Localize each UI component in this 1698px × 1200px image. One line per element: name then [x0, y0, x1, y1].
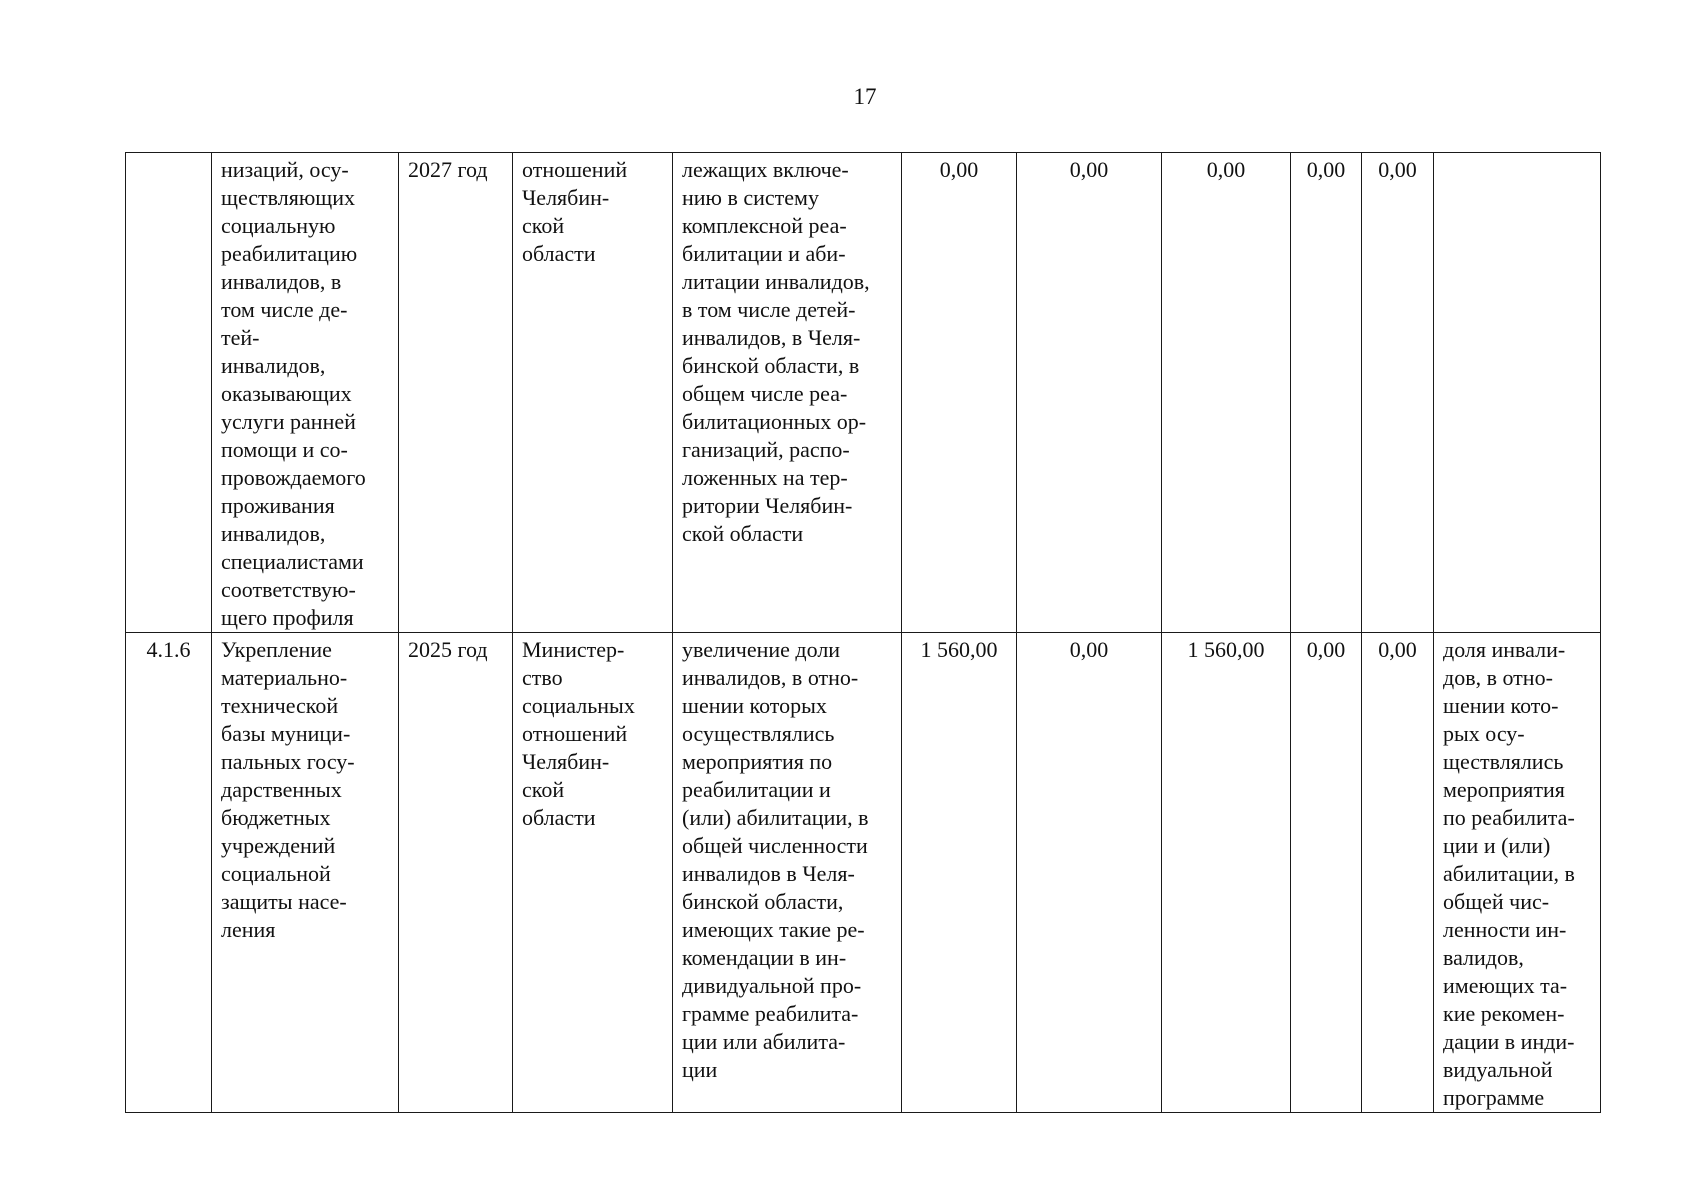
expected-result: лежащих включе- нию в систему комплексной реа- билитации и аби- литации инвалидов, в том числе детей- инвалидов, в Челя- бинской области, в общем числе реа- билитационных ор- ганизаций, распо- ложенных на тер- ритории Челябин- ской области: [673, 153, 902, 633]
table-row: [126, 633, 1601, 1113]
funding-local: 0,00: [1291, 633, 1362, 1113]
target-indicator: [1434, 153, 1601, 633]
responsible-executor: Министер- ство социальных отношений Челябин- ской области: [513, 633, 673, 1113]
funding-other: 0,00: [1362, 633, 1434, 1113]
funding-total: 0,00: [902, 153, 1017, 633]
funding-regional: 1 560,00: [1162, 633, 1291, 1113]
expected-result: увеличение доли инвалидов, в отно- шении которых осуществлялись мероприятия по реабилитации и (или) абилитации, в общей численности инвалидов в Челя- бинской области, имеющих такие ре- комендации в ин- дивидуальной про- грамме реабилита- ции или абилита- ции: [673, 633, 902, 1113]
funding-local: 0,00: [1291, 153, 1362, 633]
funding-federal: 0,00: [1017, 153, 1162, 633]
funding-total: 1 560,00: [902, 633, 1017, 1113]
implementation-year: 2027 год: [399, 153, 513, 633]
responsible-executor: отношений Челябин- ской области: [513, 153, 673, 633]
funding-regional: 0,00: [1162, 153, 1291, 633]
measure-name: Укрепление материально- технической базы муници- пальных госу- дарственных бюджетных учреждений социальной защиты насе- ления: [212, 633, 399, 1113]
program-table: [125, 152, 1601, 1113]
row-code: [126, 153, 212, 633]
funding-other: 0,00: [1362, 153, 1434, 633]
measure-name: низаций, осу- ществляющих социальную реабилитацию инвалидов, в том числе де- тей- инвалидов, оказывающих услуги ранней помощи и со- провождаемого проживания инвалидов, специалистами соответствую- щего профиля: [212, 153, 399, 633]
row-code: 4.1.6: [126, 633, 212, 1113]
target-indicator: доля инвали- дов, в отно- шении кото- рых осу- ществлялись мероприятия по реабилита- ции и (или) абилитации, в общей чис- ленности ин- валидов, имеющих та- кие рекомен- дации в инди- видуальной программе: [1434, 633, 1601, 1113]
table-row: [126, 153, 1601, 633]
implementation-year: 2025 год: [399, 633, 513, 1113]
funding-federal: 0,00: [1017, 633, 1162, 1113]
page-number: 17: [853, 84, 877, 109]
